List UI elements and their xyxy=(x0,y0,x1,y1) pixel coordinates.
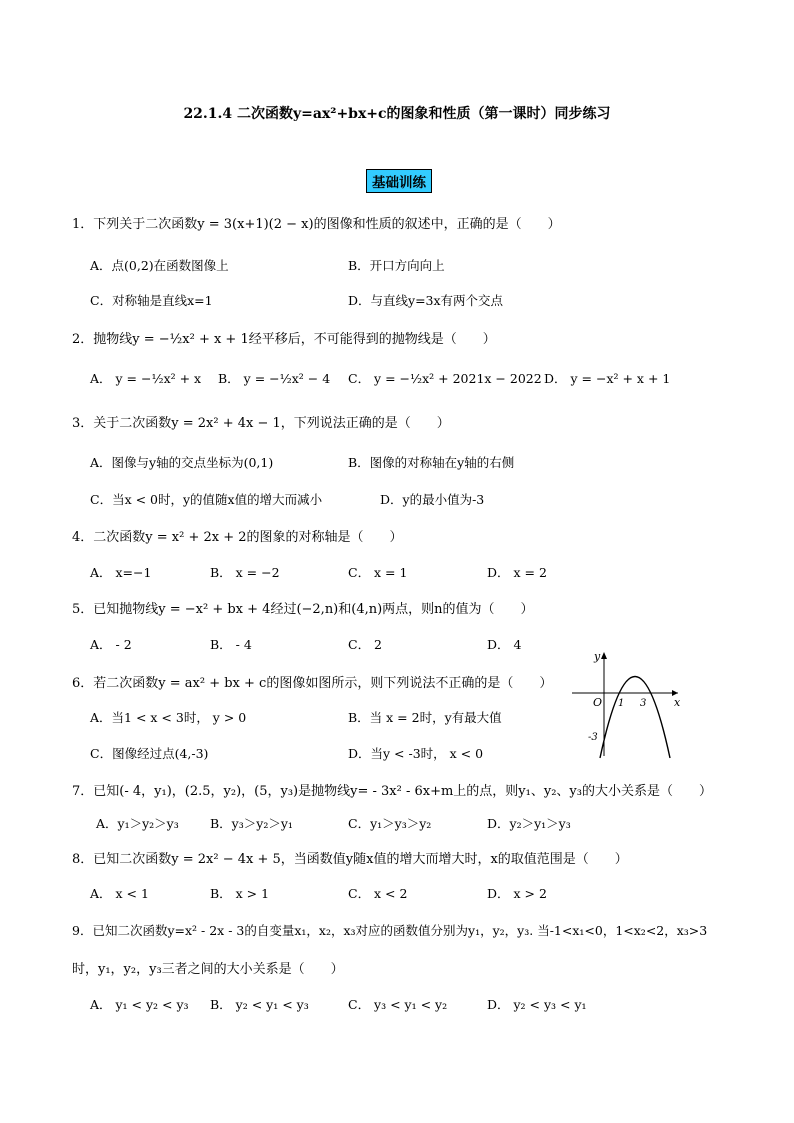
q7-option-b: B．y₃＞y₂＞y₁ xyxy=(210,816,293,831)
q4-option-b: B． x = −2 xyxy=(210,565,280,580)
x-axis-label: x xyxy=(674,696,681,709)
y-axis-label: y xyxy=(594,650,601,663)
q8-option-c: C． x < 2 xyxy=(348,886,408,901)
page-title: 22.1.4 二次函数y=ax²+bx+c的图象和性质（第一课时）同步练习 xyxy=(183,106,611,122)
question-7-stem: 7．已知(- 4，y₁)，(2.5，y₂)，(5，y₃)是抛物线y= - 3x² - 6x+m上的点，则y₁、y₂、y₃的大小关系是（ ） xyxy=(72,784,712,799)
q7-option-c: C．y₁＞y₃＞y₂ xyxy=(348,816,432,831)
q5-option-d: D． 4 xyxy=(487,637,522,652)
parabola-graph xyxy=(568,648,688,760)
q5-option-b: B． - 4 xyxy=(210,637,252,652)
question-8-stem: 8．已知二次函数y = 2x² − 4x + 5，当函数值y随x值的增大而增大时，x的取值范围是（ ） xyxy=(72,852,628,867)
q2-option-c: C． y = −½x² + 2021x − 2022 xyxy=(348,371,542,386)
q8-option-d: D． x > 2 xyxy=(487,886,547,901)
q6-option-b: B．当 x = 2时，y有最大值 xyxy=(348,710,502,725)
q3-option-a: A．图像与y轴的交点坐标为(0,1) xyxy=(90,455,274,470)
question-6-stem: 6．若二次函数y = ax² + bx + c的图像如图所示，则下列说法不正确的是（ ） xyxy=(72,676,553,691)
q8-option-b: B． x > 1 xyxy=(210,886,270,901)
q6-option-d: D．当y < -3时， x < 0 xyxy=(348,746,484,761)
q9-option-a: A． y₁ < y₂ < y₃ xyxy=(90,997,189,1012)
question-1-stem: 1．下列关于二次函数y = 3(x+1)(2 − x)的图像和性质的叙述中，正确的是（ ） xyxy=(72,217,561,232)
question-4-stem: 4．二次函数y = x² + 2x + 2的图象的对称轴是（ ） xyxy=(72,530,403,545)
q1-option-c: C．对称轴是直线x=1 xyxy=(90,293,213,308)
q3-option-b: B．图像的对称轴在y轴的右侧 xyxy=(348,455,515,470)
q9-option-c: C． y₃ < y₁ < y₂ xyxy=(348,997,448,1012)
tick-3-label: 3 xyxy=(640,698,647,709)
q5-option-c: C． 2 xyxy=(348,637,382,652)
question-5-stem: 5．已知抛物线y = −x² + bx + 4经过(−2,n)和(4,n)两点，则n的值为（ ） xyxy=(72,602,534,617)
section-heading: 基础训练 xyxy=(366,169,432,193)
q6-option-c: C．图像经过点(4,-3) xyxy=(90,746,209,761)
q1-option-a: A．点(0,2)在函数图像上 xyxy=(90,258,229,273)
q5-option-a: A． - 2 xyxy=(90,637,132,652)
question-3-stem: 3．关于二次函数y = 2x² + 4x − 1，下列说法正确的是（ ） xyxy=(72,416,450,431)
q4-option-c: C． x = 1 xyxy=(348,565,408,580)
q7-option-d: D．y₂＞y₁＞y₃ xyxy=(487,816,571,831)
q9-option-b: B． y₂ < y₁ < y₃ xyxy=(210,997,309,1012)
q4-option-a: A． x=−1 xyxy=(90,565,152,580)
q6-option-a: A．当1 < x < 3时， y > 0 xyxy=(90,710,247,725)
q4-option-d: D． x = 2 xyxy=(487,565,547,580)
parabola-curve xyxy=(600,677,670,759)
q1-option-d: D．与直线y=3x有两个交点 xyxy=(348,293,504,308)
q2-option-b: B． y = −½x² − 4 xyxy=(218,371,331,386)
tick-neg3-label: -3 xyxy=(588,732,598,743)
y-axis-arrow xyxy=(601,652,607,659)
q2-option-a: A． y = −½x² + x xyxy=(90,371,202,386)
origin-label: O xyxy=(593,696,603,709)
q3-option-c: C．当x < 0时，y的值随x值的增大而减小 xyxy=(90,492,323,507)
question-9-stem: 9．已知二次函数y=x² - 2x - 3的自变量x₁，x₂，x₃对应的函数值分别为y₁，y₂，y₃. 当-1<x₁<0，1<x₂<2，x₃>3 xyxy=(72,923,708,938)
q9-option-d: D． y₂ < y₃ < y₁ xyxy=(487,997,587,1012)
q7-option-a: A．y₁＞y₂＞y₃ xyxy=(96,816,179,831)
q1-option-b: B．开口方向向上 xyxy=(348,258,445,273)
tick-1-label: 1 xyxy=(618,698,625,709)
question-2-stem: 2．抛物线y = −½x² + x + 1经平移后，不可能得到的抛物线是（ ） xyxy=(72,332,496,347)
q3-option-d: D．y的最小值为-3 xyxy=(380,492,485,507)
q8-option-a: A． x < 1 xyxy=(90,886,149,901)
question-9-stem-continued: 时，y₁，y₂，y₃三者之间的大小关系是（ ） xyxy=(72,962,344,977)
q2-option-d: D． y = −x² + x + 1 xyxy=(544,371,671,386)
